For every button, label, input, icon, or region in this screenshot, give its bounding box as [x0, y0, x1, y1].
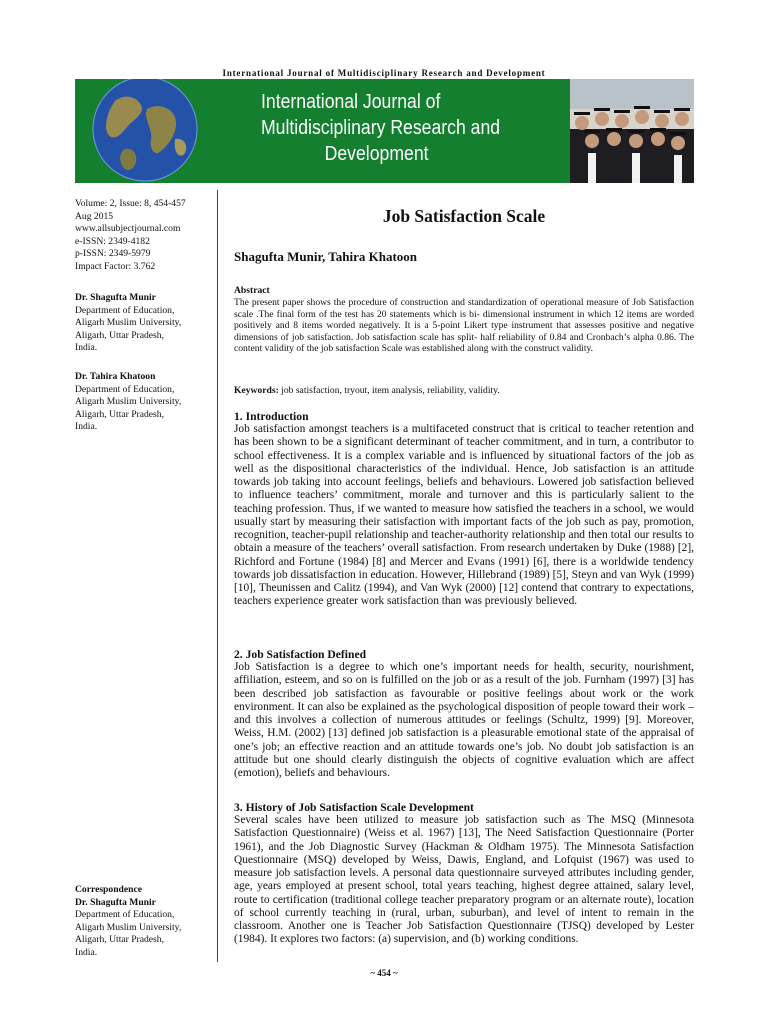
author1-affiliation: Dr. Shagufta Munir Department of Education, Aligarh Muslim University, Aligarh, Uttar Pradesh, India. — [75, 292, 182, 354]
issue-metadata: Volume: 2, Issue: 8, 454-457 Aug 2015 www.allsubjectjournal.com e-ISSN: 2349-4182 p-ISSN: 2349-5979 Impact Factor: 3.762 — [75, 198, 186, 272]
journal-banner — [75, 79, 694, 183]
abstract-text: The present paper shows the procedure of construction and standardization of operational measure of Job Satisfaction scale .The final form of the test has 20 statements which is bi- dimensional instrument in which 12 items are worded positively and 8 items worded negatively. It is a 5-point Likert type instrument that assesses positive and negative dimensions of job satisfaction. Job satisfaction scale has split- half reliability of 0.84 and Cronbach’s alpha 0.86. The content validity of the job satisfaction Scale was established along with the construct validity. — [234, 297, 694, 355]
journal-running-header: International Journal of Multidisciplinary Research and Development — [222, 68, 546, 78]
author2-affiliation: Dr. Tahira Khatoon Department of Education, Aligarh Muslim University, Aligarh, Uttar Pradesh, India. — [75, 371, 182, 433]
keywords: Keywords: job satisfaction, tryout, item analysis, reliability, validity. — [234, 385, 500, 396]
globe-icon — [75, 79, 225, 183]
abstract-heading: Abstract — [234, 285, 270, 296]
section-heading-definition: 2. Job Satisfaction Defined — [234, 648, 367, 661]
section-heading-introduction: 1. Introduction — [234, 410, 309, 423]
banner-title: International Journal of Multidisciplinary Research and Development — [261, 90, 501, 165]
graduates-photo — [570, 79, 694, 183]
section-body-history: Several scales have been utilized to measure job satisfaction such as The MSQ (Minnesota Satisfaction Questionnaire) (Weiss et al. 1967) [13], The Need Satisfaction Questionnaire (Porter 1961), and the Job Diagnostic Survey (Hackman & Oldham 1975). The Minnesota Satisfaction Questionnaire (MSQ) developed by Weiss, Dawis, England, and Lofquist (1967) was used to measure job satisfaction levels. A personal data questionnaire surveyed attributes including gender, age, years employed at present school, total years teaching, highest degree attained, salary level, route to certification (traditional college teacher preparatory program or an alternate route), location of school currently teaching in (rural, urban, suburban), and level of intent to remain in the classroom. Another one is Teacher Job Satisfaction Questionnaire (TJSQ) developed by Lester (1984). It explores two factors: (a) supervision, and (b) working conditions. — [234, 814, 694, 946]
section-body-introduction: Job satisfaction amongst teachers is a multifaceted construct that is critical to teacher retention and has been shown to be a significant determinant of teacher commitment, and in turn, a contributor to school effectiveness. It is a complex variable and is influenced by situational factors of the job as well as the dispositional characteristics of the individual. Hence, Job satisfaction is an attitude towards job taking into account feelings, beliefs and behaviours. Lowered job satisfaction believed to influence teachers’ commitment, morale and turnover and this is particularly salient to the teaching profession. Thus, if we wanted to measure how satisfied the teachers in a school, we would usually start by measuring their satisfaction with important facts of the job such as pay, promotion, recognition, teacher-pupil relationship and teacher-authority relationship and then total our results to obtain a measure of the teachers’ overall satisfaction. From research undertaken by Duke (1988) [2], Richford and Fortune (1984) [8] and Mercer and Evans (1991) [6], there is a worldwide tendency towards job dissatisfaction in education. However, Hillebrand (1989) [5], Steyn and van Wyk (1999) [10], Theunissen and Calitz (1994), and Van Wyk (2000) [12] contend that contrary to expectations, teachers experience greater work satisfaction than was previously believed. — [234, 423, 694, 608]
column-divider — [217, 190, 218, 962]
page-number: ~ 454 ~ — [370, 968, 398, 978]
paper-title: Job Satisfaction Scale — [382, 206, 546, 226]
section-heading-history: 3. History of Job Satisfaction Scale Development — [234, 801, 474, 814]
section-body-definition: Job Satisfaction is a degree to which one’s important needs for health, security, nourishment, affiliation, esteem, and so on is fulfilled on the job or as a result of the job. Furnham (1997) [3] has been described job satisfaction as favourable or positive feelings about work or the work environment. It can also be explained as the psychological disposition of people toward their work – and this involves a collection of numerous attitudes or feelings (Schultz, 1999) [9]. Moreover, Weiss, H.M. (2002) [13] defined job satisfaction is a pleasurable emotional state of the appraisal of one’s job; an effective reaction and an attitude towards one’s job. No doubt job satisfaction is an attitude but one should clearly distinguish the objects of cognitive evaluation which are affect (emotion), beliefs and behaviours. — [234, 661, 694, 779]
correspondence-block: Correspondence Dr. Shagufta Munir Department of Education, Aligarh Muslim University, Aligarh, Uttar Pradesh, India. — [75, 884, 182, 958]
paper-authors: Shagufta Munir, Tahira Khatoon — [234, 249, 418, 264]
